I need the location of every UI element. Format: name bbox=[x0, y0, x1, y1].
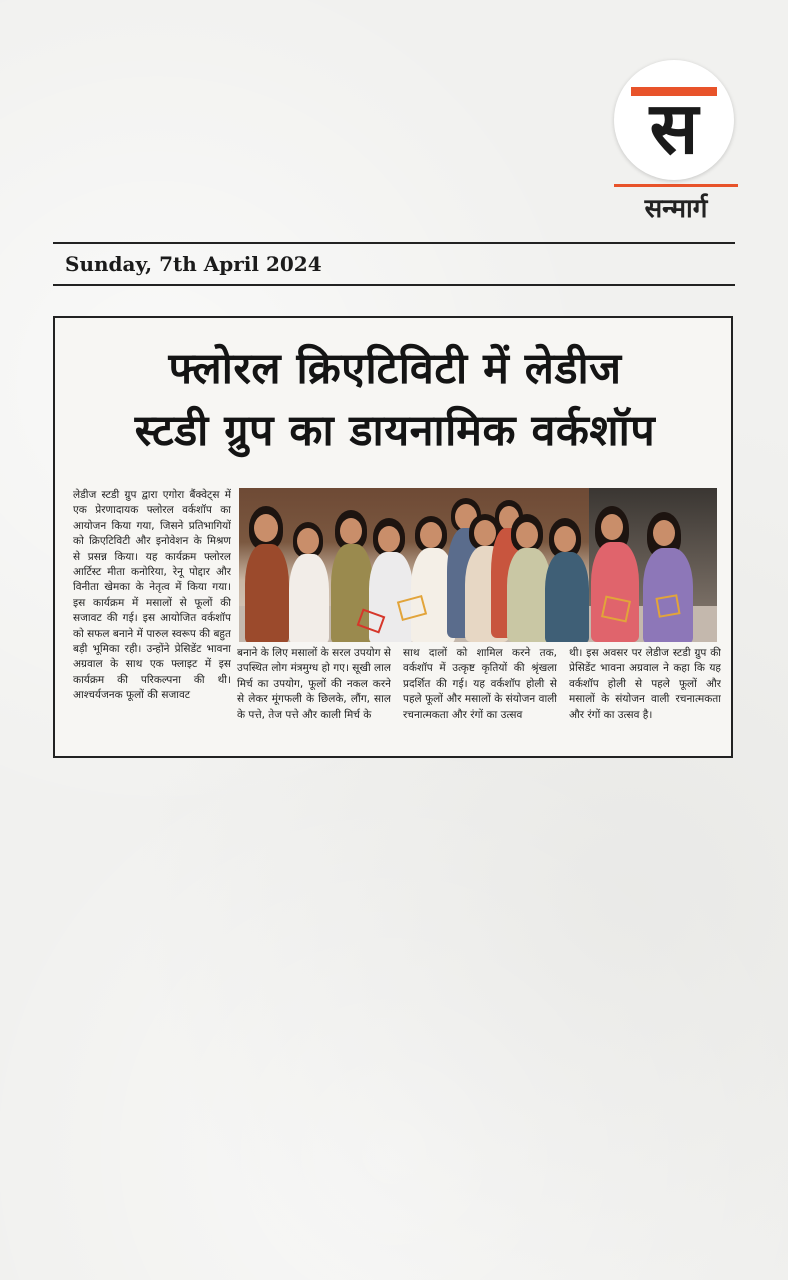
article-column-2: बनाने के लिए मसालों के सरल उपयोग से उपस्थित लोग मंत्रमुग्ध हो गए। सूखी लाल मिर्च का उपयोग, फूलों की नकल करने से लेकर मूंगफली के छिलके, लौंग, साल के पत्ते, तेज पत्ते और काली मिर्च के bbox=[237, 647, 391, 721]
newspaper-name: सन्मार्ग bbox=[614, 184, 738, 225]
article-column-3: साथ दालों को शामिल करने तक, वर्कशॉप में उत्कृष्ट कृतियों की श्रृंखला प्रदर्शित की गई। यह वर्कशॉप होली से पहले फूलों और मसालों के संयोजन वाली रचनात्मकता और रंगों का उत्सव bbox=[403, 647, 557, 721]
article-column-4: थी। इस अवसर पर लेडीज स्टडी ग्रुप की प्रेसिडेंट भावना अग्रवाल ने कहा कि यह वर्कशॉप होली से पहले फूलों और मसालों के संयोजन वाली रचनात्मकता और रंगों का उत्सव है। bbox=[569, 647, 721, 721]
date-rule-bottom bbox=[53, 284, 735, 286]
floral-arrangement bbox=[655, 594, 680, 618]
article-column-1: लेडीज स्टडी ग्रुप द्वारा एगोरा बैंक्वेट्स में एक प्रेरणादायक फ्लोरल वर्कशॉप का आयोजन किया गया, जिसने प्रतिभागियों को क्रिएटिविटी और इनोवेशन के मिश्रण से प्रसन्न किया। यह कार्यक्रम फ्लोरल आर्टिस्ट मीता कनोरिया, रेनू पोद्दार और विनीता खेमका के नेतृत्व में किया गया। इस कार्यक्रम में मसालों से फूलों की सजावट की गई। इस आयोजित वर्कशॉप को सफल बनाने में पारुल स्वरूप की बहुत बड़ी भूमिका रही। उन्होंने प्रेसिडेंट भावना अग्रवाल के साथ एक फ्लाइट में इस कार्यक्रम की परिकल्पना की थी। आश्चर्यजनक फूलों की सजावट bbox=[73, 489, 231, 702]
article-headline bbox=[73, 338, 717, 462]
logo-glyph: स bbox=[649, 86, 699, 170]
headline-line-1: फ्लोरल क्रिएटिविटी में लेडीज bbox=[168, 344, 622, 394]
logo-emblem bbox=[614, 60, 734, 180]
edition-date: Sunday, 7th April 2024 bbox=[65, 252, 322, 276]
newspaper-logo bbox=[614, 60, 738, 225]
group-photo bbox=[239, 488, 717, 642]
headline-line-2: स्टडी ग्रुप का डायनामिक वर्कशॉप bbox=[134, 406, 656, 456]
date-rule-top bbox=[53, 242, 735, 244]
article-clipping bbox=[53, 316, 733, 758]
